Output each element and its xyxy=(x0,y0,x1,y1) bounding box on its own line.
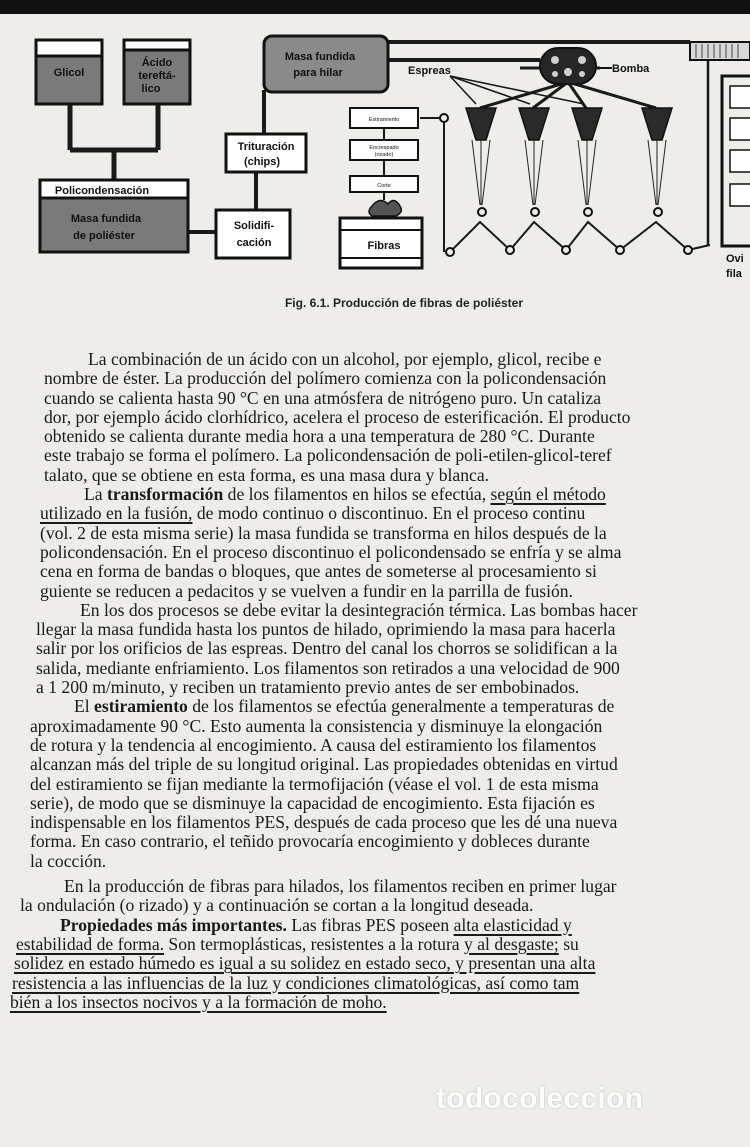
svg-text:para hilar: para hilar xyxy=(293,67,343,79)
body-text xyxy=(0,350,750,1012)
paragraph-6: Propiedades más importantes. Las fibras PES poseen alta elasticidad y estabilidad de forma. Son termoplásticas, resistentes a la rotura y al desgaste; su solidez en estado húmedo es igual a su solidez en estado seco, y presentan una alta resistencia a las influencias de la luz y condiciones climatológicas, así como tam bién a los insectos nocivos y a la formación de moho. xyxy=(10,914,596,1012)
svg-text:Ácido: Ácido xyxy=(141,57,173,69)
svg-text:(rizado): (rizado) xyxy=(374,152,394,158)
solidificacion-box xyxy=(216,210,290,258)
svg-text:Solidifi-: Solidifi- xyxy=(233,220,275,232)
paragraph-1: La combinación de un ácido con un alcohol, por ejemplo, glicol, recibe e nombre de éster. La producción del polímero comienza con la policondensación cuando se calienta hasta 90 °C en una atmósfera de nitrógeno puro. Un cataliza dor, por ejemplo ácido clorhídrico, acelera el proceso de esterificación. El producto obtenido se calienta durante media hora a una temperatura de 280 °C. Durante este trabajo se forma el polímero. La policondensación de poli-etilen-glicol-teref talato, que se obtiene en esta forma, es una masa dura y blanca. xyxy=(44,349,631,485)
figure-caption: Fig. 6.1. Producción de fibras de poliéster xyxy=(284,296,524,310)
espreas-label: Espreas xyxy=(408,65,451,77)
svg-text:fila: fila xyxy=(726,268,742,280)
svg-text:Ovi: Ovi xyxy=(726,253,744,265)
glicol-label: Glicol xyxy=(53,67,85,79)
svg-text:Masa fundida: Masa fundida xyxy=(284,51,356,63)
svg-text:Estiramiento: Estiramiento xyxy=(368,117,400,123)
svg-text:de poliéster: de poliéster xyxy=(73,230,135,242)
svg-text:Policondensación: Policondensación xyxy=(54,185,150,197)
paragraph-4: El estiramiento de los filamentos se efectúa generalmente a temperaturas de aproximadamente 90 °C. Esto aumenta la consistencia y disminuye la elongación de rotura y la tendencia al encogimiento. A causa del estiramiento los filamentos alcanzan más del triple de su longitud original. Las propiedades obtenidas en virtud del estiramiento se fijan mediante la termofijación (véase el vol. 1 de esta misma serie), de modo que se disminuye la capacidad de encogimiento. Esta fijación es indispensable en los filamentos PES, después de cada proceso que les dé una nueva forma. En caso contrario, el teñido provocaría encogimiento y dobleces durante la cocción. xyxy=(30,696,618,871)
polyester-production-diagram xyxy=(0,0,750,300)
masa-hilar-tank xyxy=(264,36,388,92)
svg-text:Encrespado: Encrespado xyxy=(369,145,399,151)
paragraph-2: La transformación de los filamentos en hilos se efectúa, según el método utilizado en la fusión, de modo continuo o discontinuo. En el proceso continu (vol. 2 de esta misma serie) la masa fundida se transforma en hilos después de la policondensación. En el proceso discontinuo el policondensado se enfría y se alma cena en forma de bandas o bloques, que antes de someterse al procesamiento si guiente se reducen a pedacitos y se vuelven a fundir en la parrilla de fusión. xyxy=(40,484,622,601)
svg-text:Masa fundida: Masa fundida xyxy=(70,213,142,225)
paragraph-3: En los dos procesos se debe evitar la desintegración térmica. Las bombas hacer llegar la masa fundida hasta los puntos de hilado, oprimiendo la masa para hacerla salir por los orificios de las espreas. Dentro del canal los chorros se solidifican a la salida, mediante enfriamiento. Los filamentos son retirados a una velocidad de 900 a 1 200 m/minuto, y reciben un tratamiento previo antes de ser embobinados. xyxy=(36,599,638,698)
svg-text:(chips): (chips) xyxy=(243,156,281,168)
bombas-label: Bomba xyxy=(612,63,650,75)
svg-text:tereftá-: tereftá- xyxy=(138,70,176,82)
paragraph-5: En la producción de fibras para hilados, los filamentos reciben en primer lugar la ondulación (o rizado) y a continuación se cortan a la longitud deseada. xyxy=(20,876,617,916)
svg-text:Corte: Corte xyxy=(377,183,391,189)
svg-text:lico: lico xyxy=(141,83,161,95)
svg-text:cación: cación xyxy=(236,237,272,249)
watermark-logo: todocoleccion xyxy=(436,1082,644,1115)
svg-text:Fibras: Fibras xyxy=(367,240,401,252)
svg-text:Trituración: Trituración xyxy=(237,141,295,153)
